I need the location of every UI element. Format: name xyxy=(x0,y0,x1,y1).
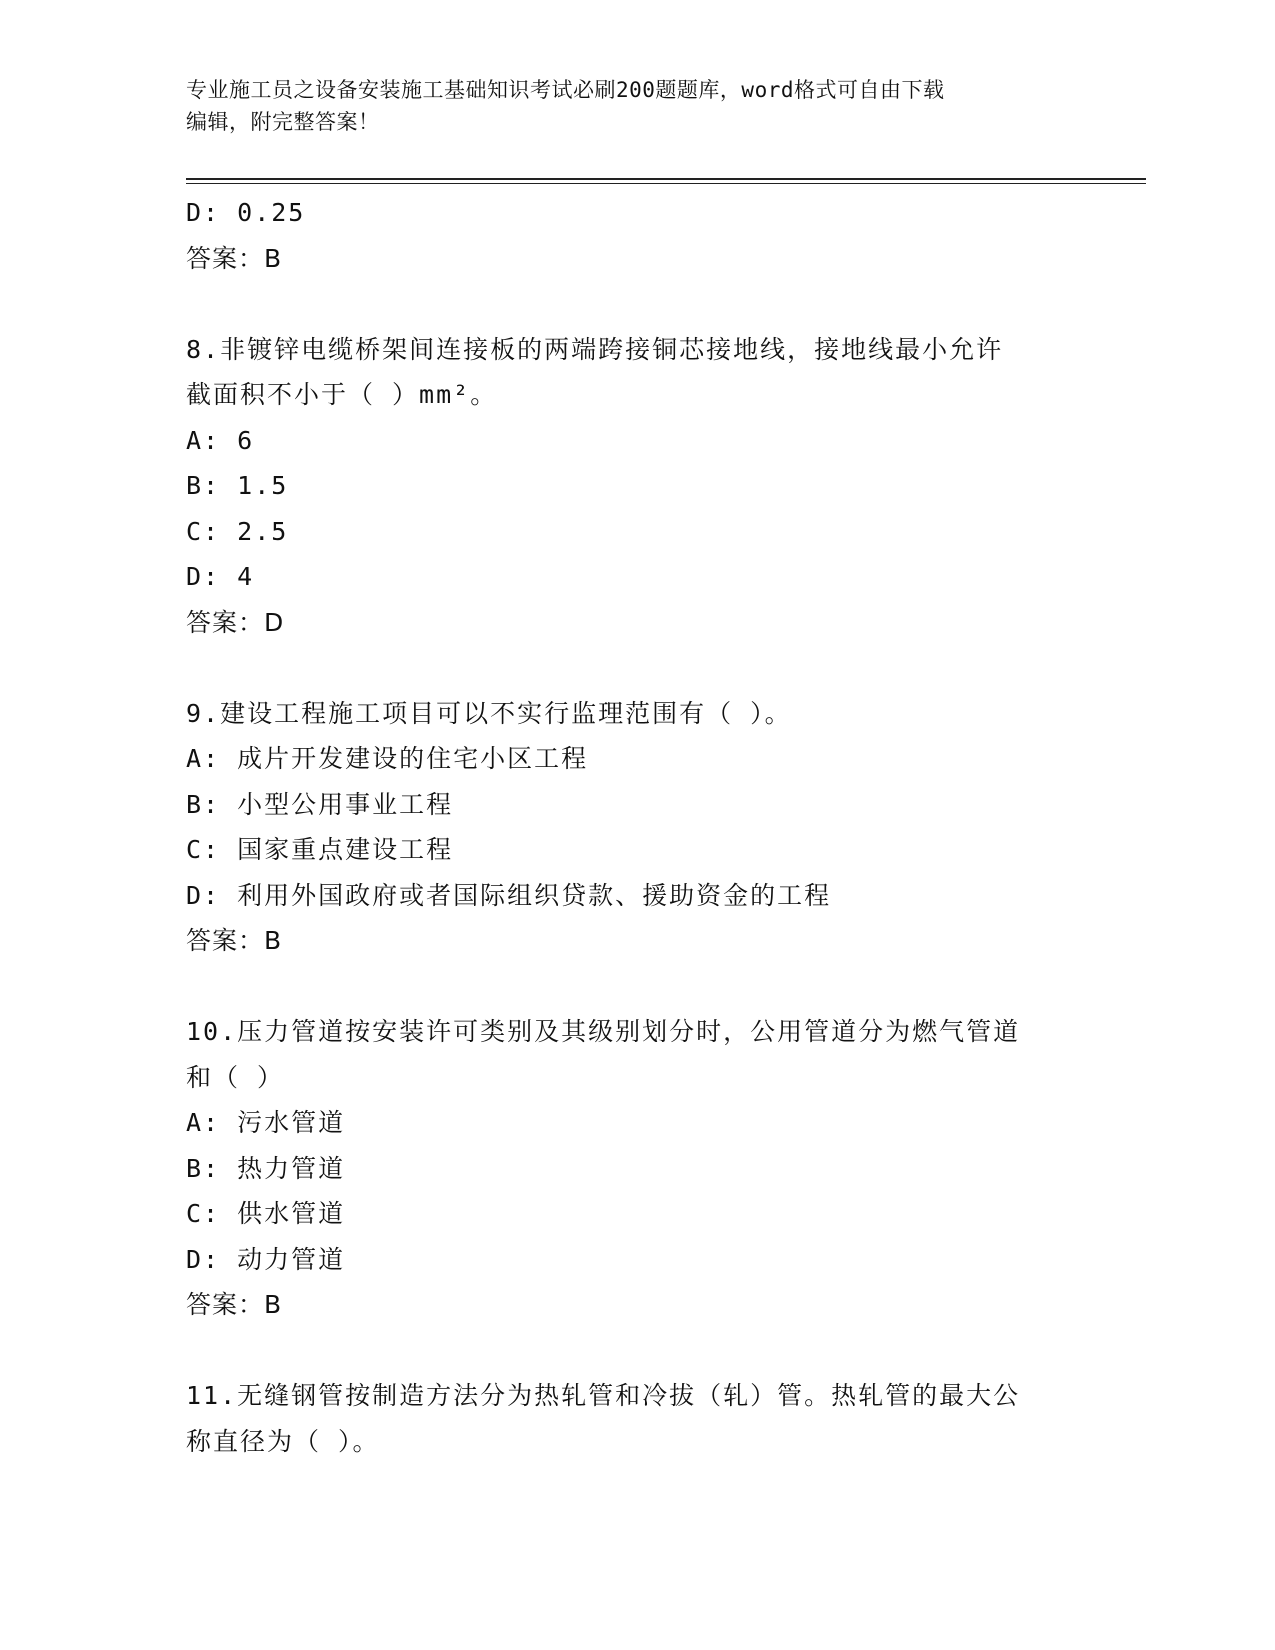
spacer xyxy=(186,1328,1086,1374)
question-text-line-1: 11.无缝钢管按制造方法分为热轧管和冷拔（轧）管。热轧管的最大公 xyxy=(186,1381,1021,1410)
question-8 xyxy=(186,327,1086,646)
question-10 xyxy=(186,1009,1086,1328)
header-title-line-2: 编辑，附完整答案！ xyxy=(186,110,380,134)
option-d: D: 0.25 xyxy=(186,198,306,227)
question-11 xyxy=(186,1373,1086,1464)
option-d: D: 动力管道 xyxy=(186,1244,346,1274)
question-text-line-1: 9.建设工程施工项目可以不实行监理范围有（ ）。 xyxy=(186,698,792,728)
answer-line: 答案：B xyxy=(186,1290,283,1319)
option-a: A: 污水管道 xyxy=(186,1108,346,1137)
option-b: B: 热力管道 xyxy=(186,1153,346,1183)
option-c: C: 2.5 xyxy=(186,516,289,546)
spacer xyxy=(186,645,1086,691)
header-divider-thin xyxy=(186,183,1146,184)
option-a: A: 6 xyxy=(186,425,255,455)
document-header xyxy=(186,74,1066,138)
option-c: C: 国家重点建设工程 xyxy=(186,835,454,864)
question-text-line-2: 截面积不小于（ ）mm²。 xyxy=(186,380,498,409)
answer-line: 答案：B xyxy=(186,243,283,273)
option-d: D: 利用外国政府或者国际组织贷款、援助资金的工程 xyxy=(186,880,832,910)
question-9 xyxy=(186,691,1086,964)
spacer xyxy=(186,964,1086,1010)
question-7-tail xyxy=(186,190,1086,281)
spacer xyxy=(186,281,1086,327)
header-title-line-1: 专业施工员之设备安装施工基础知识考试必刷200题题库，word格式可自由下载 xyxy=(186,78,945,102)
question-text-line-2: 称直径为（ ）。 xyxy=(186,1426,380,1456)
option-b: B: 1.5 xyxy=(186,471,289,500)
option-b: B: 小型公用事业工程 xyxy=(186,789,454,819)
question-text-line-1: 10.压力管道按安装许可类别及其级别划分时，公用管道分为燃气管道 xyxy=(186,1017,1021,1046)
answer-line: 答案：D xyxy=(186,607,285,637)
document-content xyxy=(186,190,1086,1464)
question-text-line-1: 8.非镀锌电缆桥架间连接板的两端跨接铜芯接地线，接地线最小允许 xyxy=(186,334,1004,364)
option-c: C: 供水管道 xyxy=(186,1199,346,1228)
option-a: A: 成片开发建设的住宅小区工程 xyxy=(186,744,589,773)
answer-line: 答案：B xyxy=(186,926,283,955)
option-d: D: 4 xyxy=(186,562,255,591)
question-text-line-2: 和（ ） xyxy=(186,1062,285,1092)
header-divider-thick xyxy=(186,178,1146,180)
